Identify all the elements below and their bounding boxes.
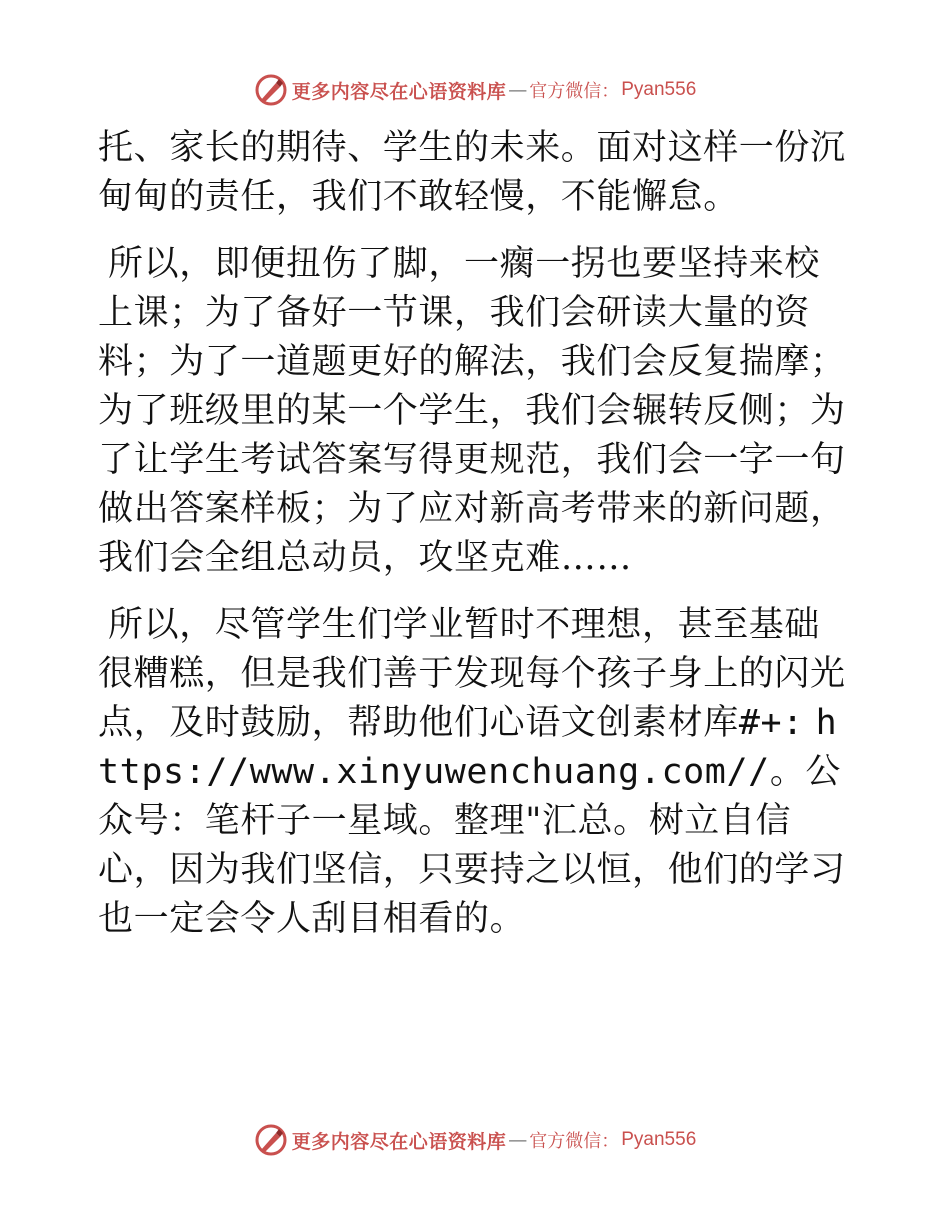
banner-wechat-id: Pyan556	[621, 79, 697, 100]
banner-site-text: 更多内容尽在心语资料库	[291, 80, 507, 103]
website-url: https://www.xinyuwenchuang.com//	[98, 703, 838, 792]
paragraph-3-text-before: 所以，尽管学生们学业暂时不理想，甚至基础很糟糕，但是我们善于发现每个孩子身上的闪光点，及时鼓励，帮助他们心语文创素材库	[98, 605, 846, 743]
document-body	[98, 124, 850, 962]
banner-wechat-id: Pyan556	[621, 1129, 697, 1150]
paragraph-1: 托、家长的期待、学生的未来。面对这样一份沉甸甸的责任，我们不敢轻慢，不能懈怠。	[98, 128, 846, 217]
banner-site-text: 更多内容尽在心语资料库	[291, 1130, 507, 1153]
pen-logo-icon	[254, 1123, 288, 1157]
banner-dash: —	[508, 79, 528, 101]
footer-banner	[0, 1120, 950, 1160]
paragraph-3-code: #+:	[738, 703, 804, 743]
pen-logo-icon	[254, 73, 288, 107]
paragraph-2: 所以，即便扭伤了脚，一瘸一拐也要坚持来校上课；为了备好一节课，我们会研读大量的资料；为了一道题更好的解法，我们会反复揣摩；为了班级里的某一个学生，我们会辗转反侧；为了让学生考试答案写得更规范，我们会一字一句做出答案样板；为了应对新高考带来的新问题，我们会全组总动员，攻坚克难……	[98, 244, 846, 578]
banner-wechat-label: 官方微信：	[529, 81, 620, 102]
paragraph-3-text-after: 。公众号：笔杆子一星域。整理"汇总。树立自信心，因为我们坚信，只要持之以恒，他们的学习也一定会令人刮目相看的。	[98, 752, 846, 939]
banner-dash: —	[508, 1129, 528, 1151]
paragraph-3	[98, 601, 850, 944]
banner-wechat-label: 官方微信：	[529, 1131, 620, 1152]
header-banner	[0, 70, 950, 110]
